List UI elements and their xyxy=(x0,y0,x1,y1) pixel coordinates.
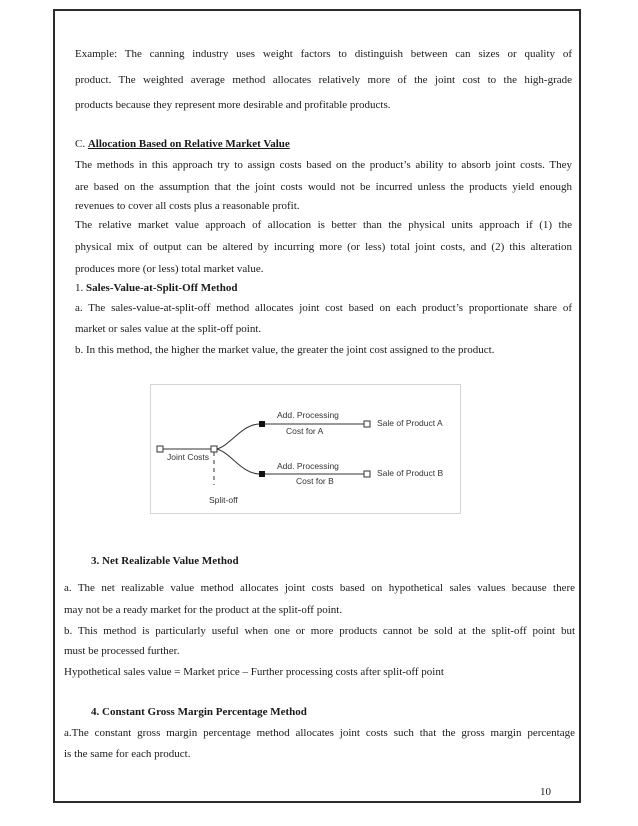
cost-for-b-label: Cost for B xyxy=(296,476,334,486)
joint-costs-node xyxy=(157,446,163,452)
method-1-b: b. In this method, the higher the market value, the greater the joint cost assigned to the product. xyxy=(75,344,495,356)
section-c-p1-line-2: are based on the assumption that the joint costs would not be incurred unless the products yield enough xyxy=(75,181,572,193)
method-1-prefix: 1. xyxy=(75,282,86,294)
section-c-p1-line-1: The methods in this approach try to assign costs based on the product’s ability to absorb joint costs. They xyxy=(75,159,572,171)
page-number: 10 xyxy=(540,786,551,798)
section-c-p1-line-3: revenues to cover all costs plus a reasonable profit. xyxy=(75,200,300,212)
split-off-diagram-svg xyxy=(151,385,462,515)
sale-a-node xyxy=(364,421,370,427)
section-c-title: Allocation Based on Relative Market Value xyxy=(87,138,290,150)
add-processing-b-label: Add. Processing xyxy=(277,461,339,471)
sale-b-node xyxy=(364,471,370,477)
method-3-b-line-2: must be processed further. xyxy=(64,645,180,657)
example-line-2: product. The weighted average method allocates relatively more of the joint cost to the high-grade xyxy=(75,74,572,86)
section-c-p2-line-3: produces more (or less) total market value. xyxy=(75,263,264,275)
processing-b-node xyxy=(259,471,265,477)
section-c-heading xyxy=(75,137,572,151)
method-3-formula: Hypothetical sales value = Market price – Further processing costs after split-off point xyxy=(64,666,444,678)
split-off-label: Split-off xyxy=(209,495,238,505)
sale-of-product-a-label: Sale of Product A xyxy=(377,418,443,428)
method-4-a-line-1: a.The constant gross margin percentage method allocates joint costs such that the gross margin percentage xyxy=(64,727,575,739)
example-line-1: Example: The canning industry uses weight factors to distinguish between can sizes or quality of xyxy=(75,48,572,60)
method-4-a-line-2: is the same for each product. xyxy=(64,748,191,760)
branch-a-curve xyxy=(217,424,259,449)
example-line-3: products because they represent more desirable and profitable products. xyxy=(75,99,391,111)
method-3-b-line-1: b. This method is particularly useful when one or more products cannot be sold at the split-off point but xyxy=(64,625,575,637)
cost-for-a-label: Cost for A xyxy=(286,426,324,436)
section-c-p2-line-1: The relative market value approach of allocation is better than the physical units approach if (1) the xyxy=(75,219,572,231)
section-c-p2-line-2: physical mix of output can be altered by incurring more (or less) total joint costs, and (2) this alteration xyxy=(75,241,572,253)
method-1-a-line-2: market or sales value at the split-off point. xyxy=(75,323,262,335)
add-processing-a-label: Add. Processing xyxy=(277,410,339,420)
joint-costs-label: Joint Costs xyxy=(167,452,210,462)
split-off-node xyxy=(211,446,217,452)
method-1-heading xyxy=(75,281,572,295)
section-c-prefix: C. xyxy=(75,138,88,150)
processing-a-node xyxy=(259,421,265,427)
branch-b-curve xyxy=(217,449,259,474)
method-4-heading: 4. Constant Gross Margin Percentage Method xyxy=(91,706,307,718)
method-3-a-line-2: may not be a ready market for the product at the split-off point. xyxy=(64,604,343,616)
split-off-diagram xyxy=(150,384,461,514)
method-1-a-line-1: a. The sales-value-at-split-off method allocates joint cost based on each product’s proportionate share of xyxy=(75,302,572,314)
sale-of-product-b-label: Sale of Product B xyxy=(377,468,444,478)
method-3-a-line-1: a. The net realizable value method allocates joint costs based on hypothetical sales values because there xyxy=(64,582,575,594)
method-3-heading: 3. Net Realizable Value Method xyxy=(91,555,239,567)
method-1-title: Sales-Value-at-Split-Off Method xyxy=(86,282,238,294)
